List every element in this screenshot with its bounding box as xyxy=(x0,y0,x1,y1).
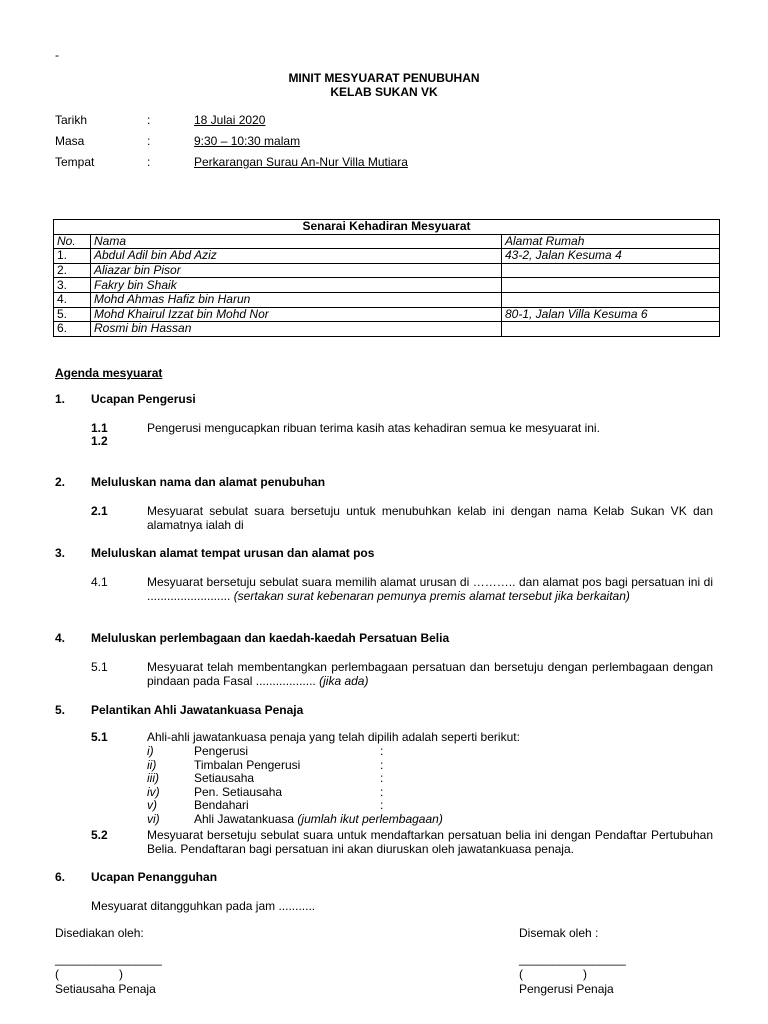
section-2-title: Meluluskan nama dan alamat penubuhan xyxy=(91,475,326,489)
time-colon: : xyxy=(147,134,151,148)
time-value: 9:30 – 10:30 malam xyxy=(194,134,301,148)
role-colon: : xyxy=(380,798,384,812)
role-note: (jumlah ikut perlembagaan) xyxy=(297,812,443,826)
prepared-by-name-brackets: ( ) xyxy=(55,967,124,981)
item-4-1-note: (sertakan surat kebenaran pemunya premis alamat tersebut jika berkaitan) xyxy=(233,589,630,603)
row-address: 43-2, Jalan Kesuma 4 xyxy=(502,249,720,264)
row-address xyxy=(502,278,720,293)
table-header-row xyxy=(54,234,720,249)
prepared-by-signature-line: ________________ xyxy=(55,952,162,966)
role-name: Setiausaha xyxy=(194,771,255,785)
row-name: Abdul Adil bin Abd Aziz xyxy=(91,249,502,264)
row-no: 5. xyxy=(54,307,91,322)
table-row xyxy=(54,292,720,307)
reviewed-by-signature-line: ________________ xyxy=(519,952,626,966)
role-name: Bendahari xyxy=(194,798,249,812)
date-value: 18 Julai 2020 xyxy=(194,113,266,127)
role-number: iv) xyxy=(147,785,160,799)
table-row xyxy=(54,278,720,293)
item-4-1-text: Mesyuarat bersetuju sebulat suara memilih alamat urusan di ……….. dan alamat pos bagi persatuan ini di ......................... (sertakan surat kebenaran pemunya premis alamat tersebut jika berkaitan) xyxy=(147,575,713,603)
role-number: ii) xyxy=(147,758,157,772)
date-colon: : xyxy=(147,113,151,127)
row-no: 3. xyxy=(54,278,91,293)
time-label: Masa xyxy=(55,134,85,148)
role-number: iii) xyxy=(147,771,159,785)
section-5-title: Pelantikan Ahli Jawatankuasa Penaja xyxy=(91,703,304,717)
attendance-title: Senarai Kehadiran Mesyuarat xyxy=(54,220,720,235)
item-2-1-number: 2.1 xyxy=(91,504,108,518)
section-4-number: 4. xyxy=(55,631,66,645)
header-address: Alamat Rumah xyxy=(502,234,720,249)
role-number: i) xyxy=(147,744,154,758)
role-number: vi) xyxy=(147,812,160,826)
row-address: 80-1, Jalan Villa Kesuma 6 xyxy=(502,307,720,322)
date-label: Tarikh xyxy=(55,113,88,127)
row-address xyxy=(502,322,720,337)
section-3-number: 3. xyxy=(55,546,66,560)
role-colon: : xyxy=(380,758,384,772)
item-5-1-number: 5.1 xyxy=(91,660,108,674)
item-5-1-text: Mesyuarat telah membentangkan perlembagaan persatuan dan bersetuju dengan perlembagaan dengan pindaan pada Fasal .................. (jika ada) xyxy=(147,660,713,688)
section-1-number: 1. xyxy=(55,392,66,406)
role-colon: : xyxy=(380,771,384,785)
item-1-2-number: 1.2 xyxy=(91,434,108,448)
attendance-table xyxy=(53,219,720,337)
item-5-1-note: (jika ada) xyxy=(319,674,369,688)
top-mark: - xyxy=(55,48,59,62)
venue-label: Tempat xyxy=(55,155,95,169)
adjournment-text: Mesyuarat ditangguhkan pada jam ........... xyxy=(91,899,316,913)
item-5-1b-number: 5.1 xyxy=(91,730,108,744)
row-name: Mohd Khairul Izzat bin Mohd Nor xyxy=(91,307,502,322)
row-name: Rosmi bin Hassan xyxy=(91,322,502,337)
section-3-title: Meluluskan alamat tempat urusan dan alamat pos xyxy=(91,546,375,560)
role-name: Pengerusi xyxy=(194,744,249,758)
row-no: 6. xyxy=(54,322,91,337)
section-2-number: 2. xyxy=(55,475,66,489)
row-name: Mohd Ahmas Hafiz bin Harun xyxy=(91,292,502,307)
role-number: v) xyxy=(147,798,157,812)
row-name: Fakry bin Shaik xyxy=(91,278,502,293)
item-1-1-text: Pengerusi mengucapkan ribuan terima kasih atas kehadiran semua ke mesyuarat ini. xyxy=(147,421,600,435)
section-5-number: 5. xyxy=(55,703,66,717)
role-name: Timbalan Pengerusi xyxy=(194,758,301,772)
role-name: Ahli Jawatankuasa (jumlah ikut perlembagaan) xyxy=(194,812,443,826)
header-no: No. xyxy=(54,234,91,249)
section-1-title: Ucapan Pengerusi xyxy=(91,392,196,406)
row-address xyxy=(502,292,720,307)
agenda-heading: Agenda mesyuarat xyxy=(55,366,163,380)
section-6-number: 6. xyxy=(55,870,66,884)
venue-value: Perkarangan Surau An-Nur Villa Mutiara xyxy=(194,155,408,169)
section-6-title: Ucapan Penangguhan xyxy=(91,870,218,884)
row-address xyxy=(502,263,720,278)
item-1-1-number: 1.1 xyxy=(91,421,108,435)
row-name: Aliazar bin Pisor xyxy=(91,263,502,278)
row-no: 2. xyxy=(54,263,91,278)
reviewed-by-role: Pengerusi Penaja xyxy=(519,982,614,996)
role-colon: : xyxy=(380,744,384,758)
role-colon: : xyxy=(380,785,384,799)
section-4-title: Meluluskan perlembagaan dan kaedah-kaedah Persatuan Belia xyxy=(91,631,450,645)
item-5-2-text: Mesyuarat bersetuju sebulat suara untuk mendaftarkan persatuan belia ini dengan Pendaftar Pertubuhan Belia. Pendaftaran bagi persatuan ini akan diuruskan oleh jawatankuasa penaja. xyxy=(147,828,713,856)
prepared-by-label: Disediakan oleh: xyxy=(55,926,144,940)
item-2-1-text: Mesyuarat sebulat suara bersetuju untuk menubuhkan kelab ini dengan nama Kelab Sukan VK dan alamatnya ialah di xyxy=(147,504,713,532)
item-5-1b-text: Ahli-ahli jawatankuasa penaja yang telah dipilih adalah seperti berikut: xyxy=(147,730,520,744)
venue-colon: : xyxy=(147,155,151,169)
table-row xyxy=(54,322,720,337)
table-row xyxy=(54,263,720,278)
reviewed-by-name-brackets: ( ) xyxy=(519,967,588,981)
table-row xyxy=(54,307,720,322)
item-4-1-number: 4.1 xyxy=(91,575,108,589)
header-name: Nama xyxy=(91,234,502,249)
role-name: Pen. Setiausaha xyxy=(194,785,283,799)
row-no: 1. xyxy=(54,249,91,264)
prepared-by-role: Setiausaha Penaja xyxy=(55,982,156,996)
document-title-line-2: KELAB SUKAN VK xyxy=(330,85,438,99)
item-5-2-number: 5.2 xyxy=(91,828,108,842)
reviewed-by-label: Disemak oleh : xyxy=(519,926,599,940)
table-row xyxy=(54,249,720,264)
row-no: 4. xyxy=(54,292,91,307)
document-title-line-1: MINIT MESYUARAT PENUBUHAN xyxy=(288,71,480,85)
